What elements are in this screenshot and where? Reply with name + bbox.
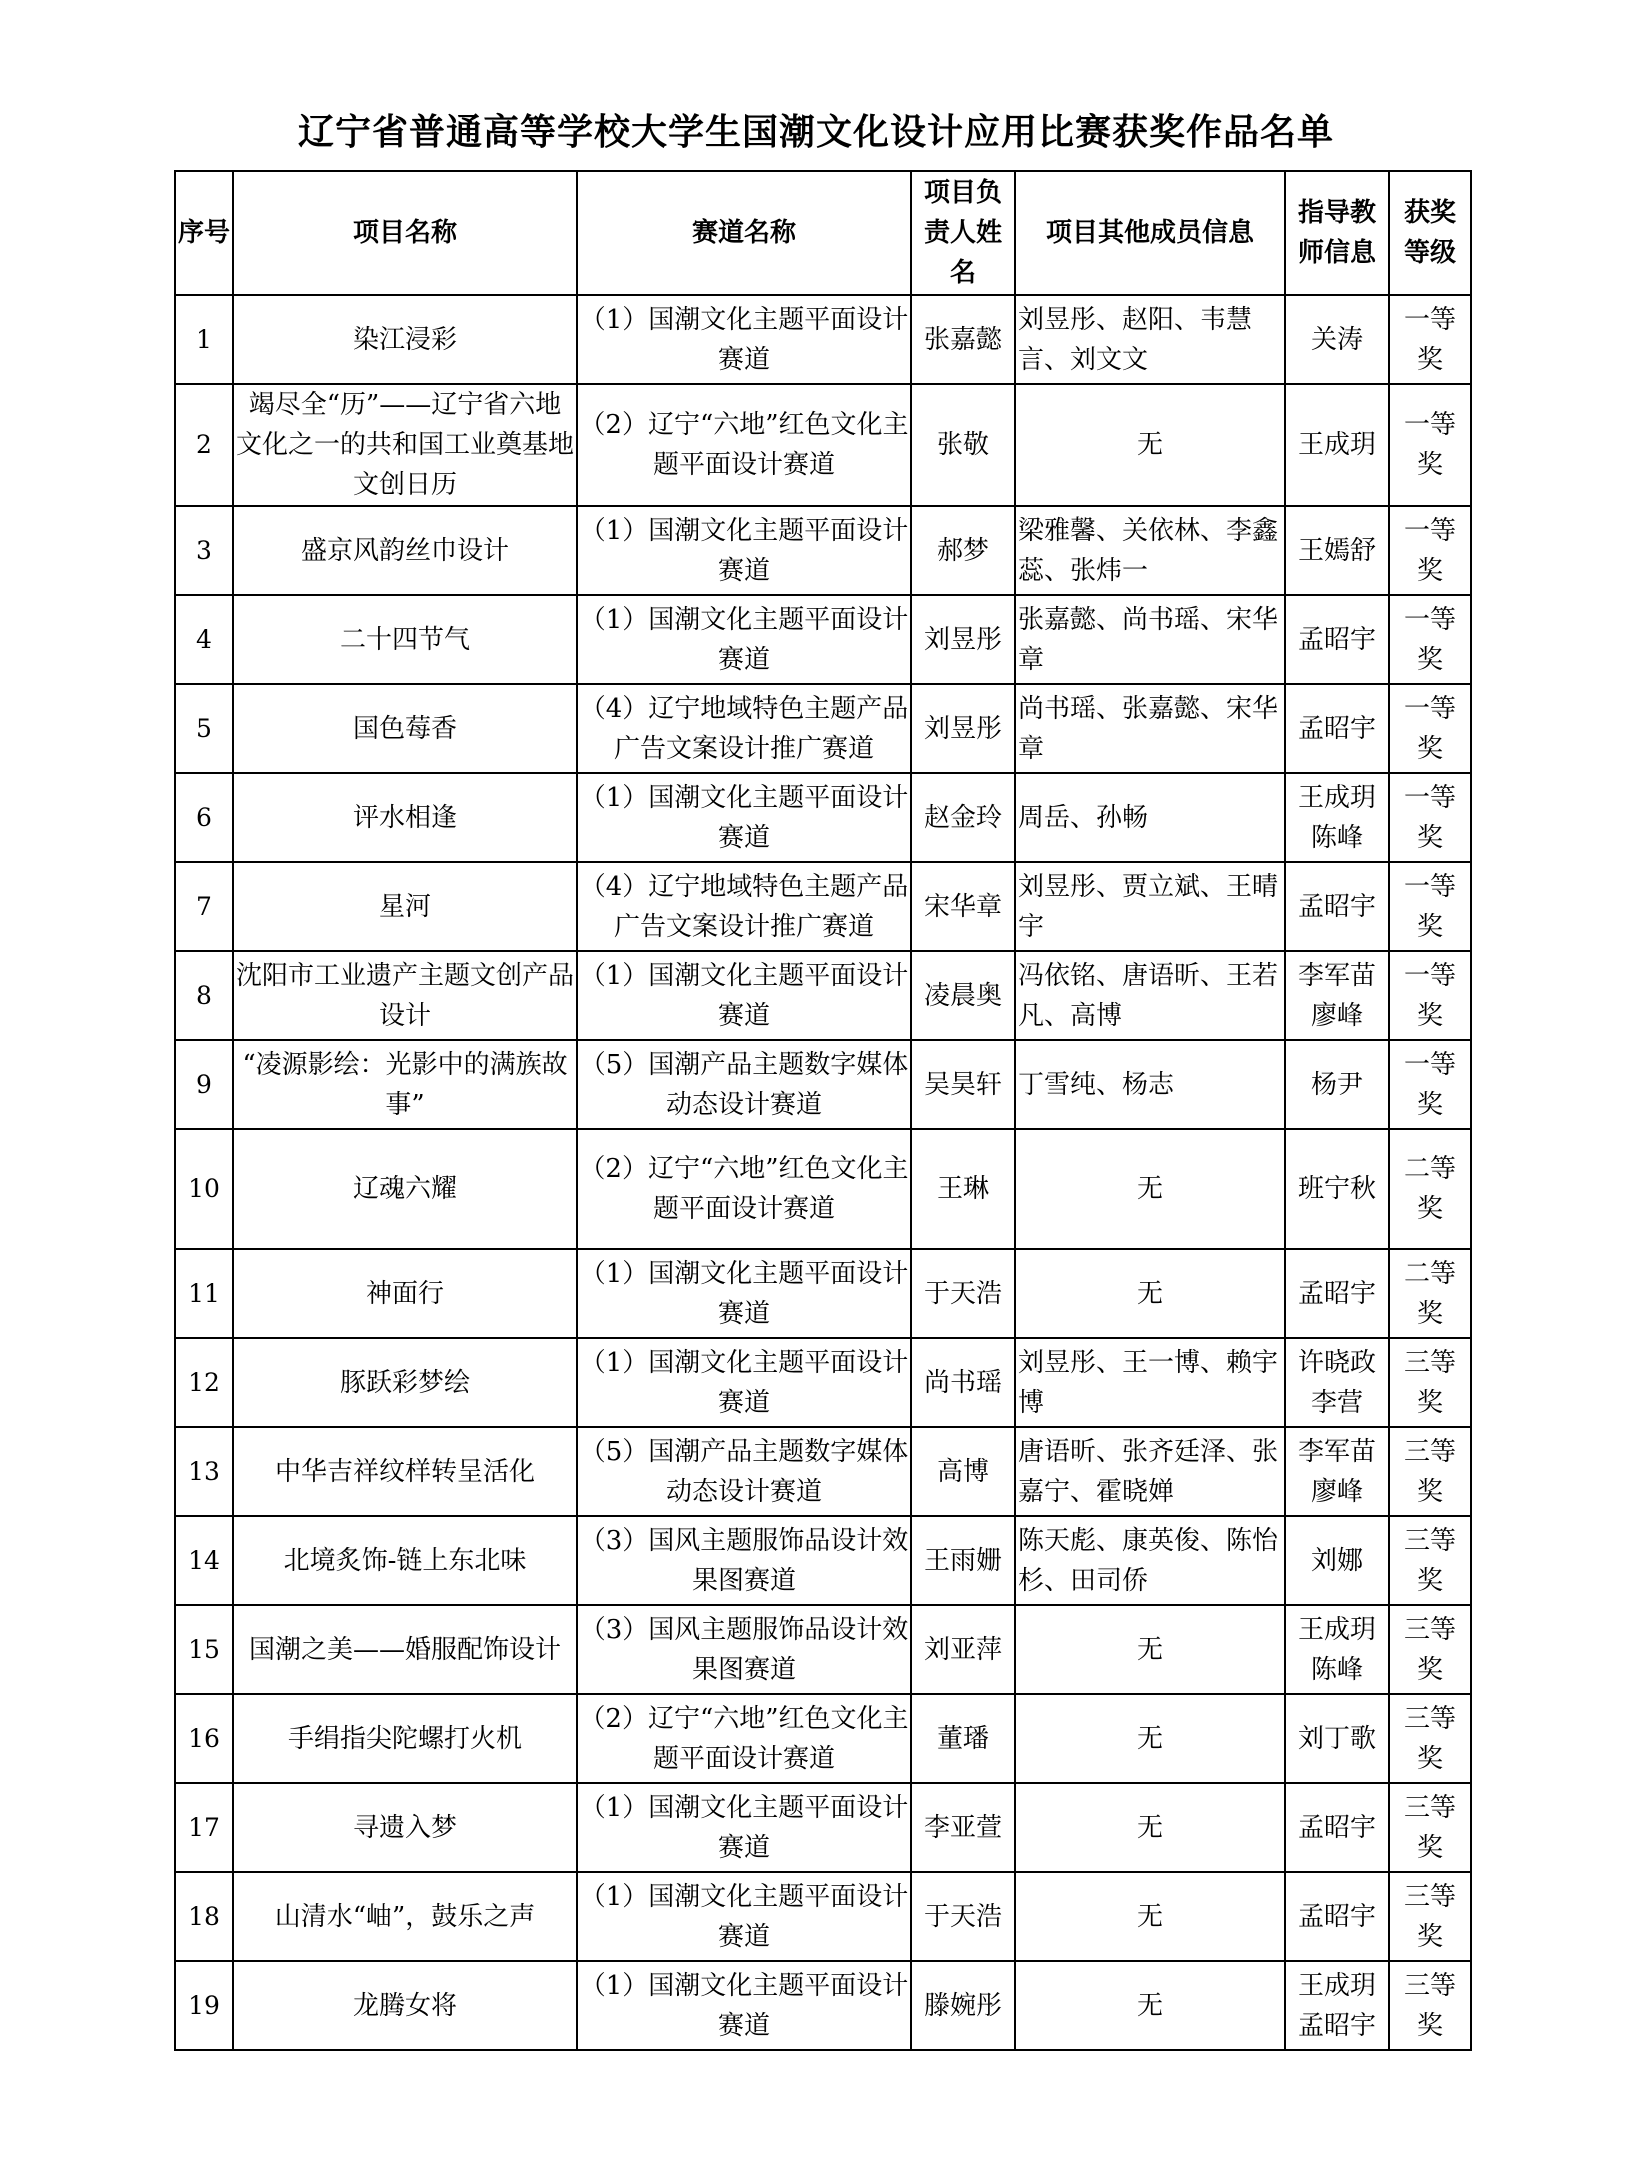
cell-track: （5）国潮产品主题数字媒体动态设计赛道 [577, 1427, 911, 1516]
cell-leader: 宋华章 [911, 862, 1015, 951]
cell-leader: 高博 [911, 1427, 1015, 1516]
cell-members: 张嘉懿、尚书瑶、宋华章 [1015, 595, 1285, 684]
cell-award: 三等奖 [1389, 1961, 1471, 2050]
cell-award: 三等奖 [1389, 1427, 1471, 1516]
cell-seq: 10 [175, 1129, 233, 1249]
cell-advisor: 王嫣舒 [1285, 506, 1389, 595]
table-row [175, 506, 1471, 595]
table-row [175, 1605, 1471, 1694]
cell-project: 二十四节气 [233, 595, 577, 684]
cell-award: 一等奖 [1389, 1040, 1471, 1129]
cell-award: 三等奖 [1389, 1516, 1471, 1605]
cell-members: 刘昱彤、王一博、赖宇博 [1015, 1338, 1285, 1427]
table-row [175, 1427, 1471, 1516]
cell-seq: 5 [175, 684, 233, 773]
cell-seq: 3 [175, 506, 233, 595]
cell-project: 沈阳市工业遗产主题文创产品设计 [233, 951, 577, 1040]
cell-advisor: 李军苗廖峰 [1285, 951, 1389, 1040]
header-seq: 序号 [175, 171, 233, 295]
cell-advisor: 孟昭宇 [1285, 684, 1389, 773]
cell-project: 豚跃彩梦绘 [233, 1338, 577, 1427]
cell-leader: 滕婉彤 [911, 1961, 1015, 2050]
table-header-row [175, 171, 1471, 295]
table-row [175, 951, 1471, 1040]
cell-project: 评水相逢 [233, 773, 577, 862]
table-row [175, 773, 1471, 862]
cell-award: 三等奖 [1389, 1338, 1471, 1427]
cell-project: 山清水“岫”，鼓乐之声 [233, 1872, 577, 1961]
cell-award: 一等奖 [1389, 951, 1471, 1040]
cell-track: （1）国潮文化主题平面设计赛道 [577, 506, 911, 595]
header-leader: 项目负责人姓名 [911, 171, 1015, 295]
cell-track: （5）国潮产品主题数字媒体动态设计赛道 [577, 1040, 911, 1129]
cell-members: 无 [1015, 1872, 1285, 1961]
cell-seq: 6 [175, 773, 233, 862]
cell-track: （1）国潮文化主题平面设计赛道 [577, 595, 911, 684]
cell-members: 无 [1015, 1783, 1285, 1872]
cell-members: 无 [1015, 1694, 1285, 1783]
page-title: 辽宁省普通高等学校大学生国潮文化设计应用比赛获奖作品名单 [297, 112, 1334, 153]
cell-track: （1）国潮文化主题平面设计赛道 [577, 295, 911, 384]
cell-advisor: 王成玥陈峰 [1285, 773, 1389, 862]
cell-seq: 19 [175, 1961, 233, 2050]
cell-project: 国潮之美——婚服配饰设计 [233, 1605, 577, 1694]
cell-leader: 张嘉懿 [911, 295, 1015, 384]
header-advisor: 指导教师信息 [1285, 171, 1389, 295]
table-row [175, 684, 1471, 773]
cell-advisor: 杨尹 [1285, 1040, 1389, 1129]
cell-advisor: 孟昭宇 [1285, 1249, 1389, 1338]
cell-members: 无 [1015, 1129, 1285, 1249]
cell-award: 一等奖 [1389, 595, 1471, 684]
cell-leader: 凌晨奥 [911, 951, 1015, 1040]
cell-track: （1）国潮文化主题平面设计赛道 [577, 1249, 911, 1338]
cell-members: 无 [1015, 384, 1285, 506]
cell-leader: 刘昱彤 [911, 684, 1015, 773]
cell-award: 三等奖 [1389, 1694, 1471, 1783]
cell-advisor: 刘娜 [1285, 1516, 1389, 1605]
cell-members: 冯依铭、唐语昕、王若凡、高博 [1015, 951, 1285, 1040]
cell-members: 陈天彪、康英俊、陈怡杉、田司侨 [1015, 1516, 1285, 1605]
cell-advisor: 孟昭宇 [1285, 1872, 1389, 1961]
header-track: 赛道名称 [577, 171, 911, 295]
cell-members: 唐语昕、张齐廷泽、张嘉宁、霍晓婵 [1015, 1427, 1285, 1516]
cell-seq: 13 [175, 1427, 233, 1516]
cell-project: 盛京风韵丝巾设计 [233, 506, 577, 595]
cell-project: 竭尽全“历”——辽宁省六地文化之一的共和国工业奠基地文创日历 [233, 384, 577, 506]
cell-leader: 尚书瑶 [911, 1338, 1015, 1427]
table-row [175, 1040, 1471, 1129]
table-body [175, 295, 1471, 2050]
cell-members: 无 [1015, 1249, 1285, 1338]
cell-seq: 14 [175, 1516, 233, 1605]
cell-members: 刘昱彤、贾立斌、王晴宇 [1015, 862, 1285, 951]
cell-track: （1）国潮文化主题平面设计赛道 [577, 1338, 911, 1427]
award-table [174, 170, 1472, 2051]
cell-leader: 刘昱彤 [911, 595, 1015, 684]
cell-members: 周岳、孙畅 [1015, 773, 1285, 862]
cell-award: 二等奖 [1389, 1249, 1471, 1338]
cell-advisor: 孟昭宇 [1285, 862, 1389, 951]
cell-track: （1）国潮文化主题平面设计赛道 [577, 773, 911, 862]
cell-advisor: 孟昭宇 [1285, 1783, 1389, 1872]
cell-seq: 2 [175, 384, 233, 506]
cell-project: 北境炙饰-链上东北味 [233, 1516, 577, 1605]
cell-project: 龙腾女将 [233, 1961, 577, 2050]
cell-track: （2）辽宁“六地”红色文化主题平面设计赛道 [577, 1129, 911, 1249]
cell-track: （1）国潮文化主题平面设计赛道 [577, 1783, 911, 1872]
table-row [175, 1249, 1471, 1338]
cell-members: 丁雪纯、杨志 [1015, 1040, 1285, 1129]
cell-advisor: 班宁秋 [1285, 1129, 1389, 1249]
cell-project: 星河 [233, 862, 577, 951]
cell-award: 一等奖 [1389, 862, 1471, 951]
cell-award: 三等奖 [1389, 1872, 1471, 1961]
cell-leader: 刘亚萍 [911, 1605, 1015, 1694]
cell-track: （3）国风主题服饰品设计效果图赛道 [577, 1605, 911, 1694]
cell-award: 一等奖 [1389, 506, 1471, 595]
cell-members: 刘昱彤、赵阳、韦慧言、刘文文 [1015, 295, 1285, 384]
cell-project: 辽魂六耀 [233, 1129, 577, 1249]
table-row [175, 595, 1471, 684]
cell-members: 无 [1015, 1961, 1285, 2050]
cell-advisor: 王成玥孟昭宇 [1285, 1961, 1389, 2050]
table-row [175, 1129, 1471, 1249]
cell-track: （1）国潮文化主题平面设计赛道 [577, 1872, 911, 1961]
header-award: 获奖等级 [1389, 171, 1471, 295]
cell-seq: 7 [175, 862, 233, 951]
cell-seq: 12 [175, 1338, 233, 1427]
cell-advisor: 孟昭宇 [1285, 595, 1389, 684]
cell-advisor: 王成玥陈峰 [1285, 1605, 1389, 1694]
cell-leader: 郝梦 [911, 506, 1015, 595]
cell-award: 一等奖 [1389, 773, 1471, 862]
table-row [175, 1338, 1471, 1427]
cell-leader: 赵金玲 [911, 773, 1015, 862]
table-row [175, 862, 1471, 951]
cell-award: 一等奖 [1389, 684, 1471, 773]
cell-award: 二等奖 [1389, 1129, 1471, 1249]
cell-seq: 11 [175, 1249, 233, 1338]
table-row [175, 1872, 1471, 1961]
cell-project: “凌源影绘：光影中的满族故事” [233, 1040, 577, 1129]
cell-seq: 18 [175, 1872, 233, 1961]
cell-project: 寻遗入梦 [233, 1783, 577, 1872]
cell-seq: 9 [175, 1040, 233, 1129]
cell-advisor: 刘丁歌 [1285, 1694, 1389, 1783]
cell-leader: 董璠 [911, 1694, 1015, 1783]
cell-seq: 1 [175, 295, 233, 384]
cell-project: 中华吉祥纹样转呈活化 [233, 1427, 577, 1516]
cell-members: 梁雅馨、关依林、李鑫蕊、张炜一 [1015, 506, 1285, 595]
cell-leader: 吴昊轩 [911, 1040, 1015, 1129]
table-row [175, 1516, 1471, 1605]
cell-project: 神面行 [233, 1249, 577, 1338]
table-row [175, 1694, 1471, 1783]
cell-leader: 于天浩 [911, 1872, 1015, 1961]
cell-leader: 王琳 [911, 1129, 1015, 1249]
cell-track: （4）辽宁地域特色主题产品广告文案设计推广赛道 [577, 862, 911, 951]
cell-leader: 于天浩 [911, 1249, 1015, 1338]
table-row [175, 1783, 1471, 1872]
cell-members: 无 [1015, 1605, 1285, 1694]
cell-leader: 张敬 [911, 384, 1015, 506]
cell-track: （2）辽宁“六地”红色文化主题平面设计赛道 [577, 384, 911, 506]
cell-seq: 17 [175, 1783, 233, 1872]
cell-seq: 15 [175, 1605, 233, 1694]
cell-award: 三等奖 [1389, 1783, 1471, 1872]
header-project: 项目名称 [233, 171, 577, 295]
cell-award: 三等奖 [1389, 1605, 1471, 1694]
cell-track: （3）国风主题服饰品设计效果图赛道 [577, 1516, 911, 1605]
cell-leader: 王雨姗 [911, 1516, 1015, 1605]
header-members: 项目其他成员信息 [1015, 171, 1285, 295]
cell-track: （2）辽宁“六地”红色文化主题平面设计赛道 [577, 1694, 911, 1783]
cell-project: 染江浸彩 [233, 295, 577, 384]
cell-award: 一等奖 [1389, 295, 1471, 384]
cell-seq: 4 [175, 595, 233, 684]
cell-track: （1）国潮文化主题平面设计赛道 [577, 1961, 911, 2050]
cell-award: 一等奖 [1389, 384, 1471, 506]
cell-project: 手绢指尖陀螺打火机 [233, 1694, 577, 1783]
cell-members: 尚书瑶、张嘉懿、宋华章 [1015, 684, 1285, 773]
table-row [175, 295, 1471, 384]
table-row [175, 384, 1471, 506]
cell-seq: 8 [175, 951, 233, 1040]
cell-project: 国色莓香 [233, 684, 577, 773]
cell-advisor: 许晓政李营 [1285, 1338, 1389, 1427]
cell-seq: 16 [175, 1694, 233, 1783]
cell-advisor: 李军苗廖峰 [1285, 1427, 1389, 1516]
table-row [175, 1961, 1471, 2050]
cell-track: （1）国潮文化主题平面设计赛道 [577, 951, 911, 1040]
cell-advisor: 关涛 [1285, 295, 1389, 384]
cell-advisor: 王成玥 [1285, 384, 1389, 506]
cell-leader: 李亚萱 [911, 1783, 1015, 1872]
cell-track: （4）辽宁地域特色主题产品广告文案设计推广赛道 [577, 684, 911, 773]
